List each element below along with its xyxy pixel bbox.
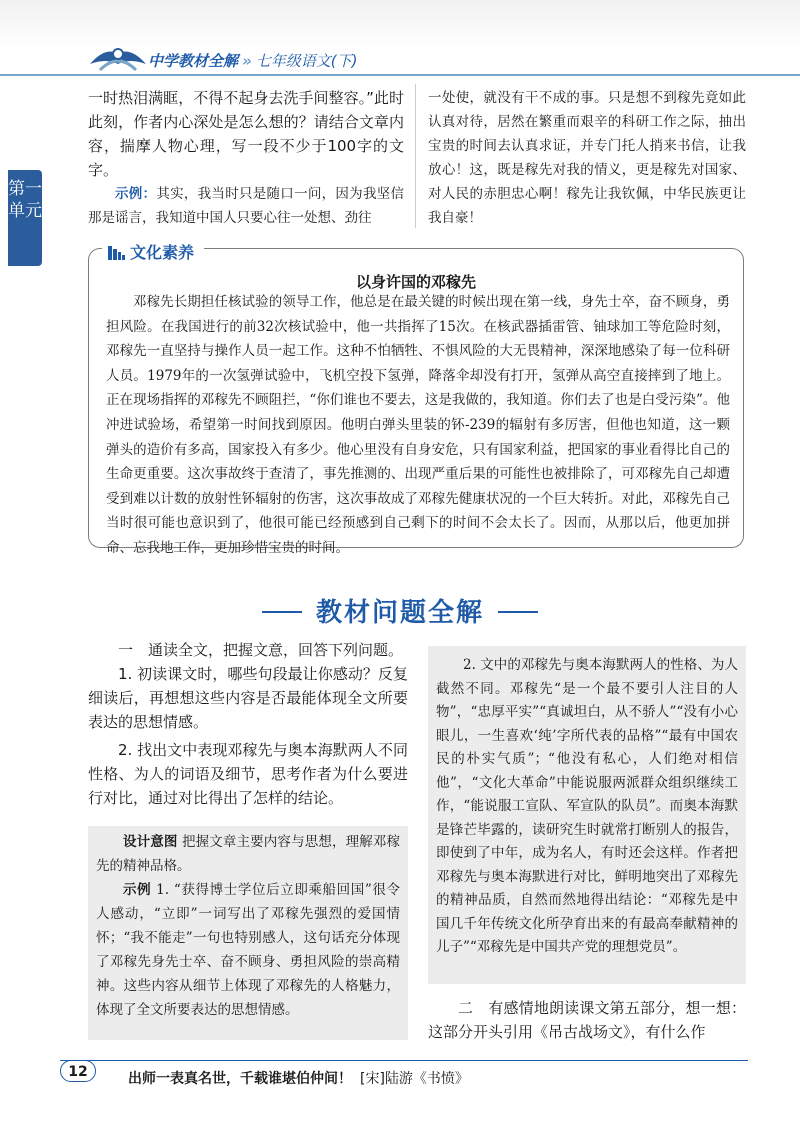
design-intent-box (88, 826, 408, 1040)
footer-quote (128, 1068, 469, 1088)
book-logo-icon (86, 40, 150, 76)
quote-text: 出师一表真名世，千载谁堪伯仲间！ (128, 1071, 352, 1087)
culture-label (102, 240, 204, 263)
footer-rule (60, 1060, 748, 1061)
answer-box (428, 646, 746, 984)
question-2: 二 有感情地朗读课文第五部分，想一想：这部分开头引用《吊古战场文》，有什么作 (428, 999, 746, 1041)
culture-label-text: 文化素养 (130, 243, 195, 262)
question-continued: 一时热泪满眶，不得不起身去洗手间整容。”此时此刻，作者内心深处是怎么想的？请结合文章内容，揣摩人物心理，写一段不少于100字的文字。 (88, 89, 404, 179)
example-paragraph (88, 182, 404, 230)
answer-2: 2. 文中的邓稼先与奥本海默两人的性格、为人截然不同。邓稼先“是一个最不要引人注目的人物”，“忠厚平实”“真诚坦白，从不骄人”“没有小心眼儿，一生喜欢‘纯’字所代表的品格”“最有中国农民的朴实气质”；“他没有私心，人们绝对相信他”，“文化大革命”中能说服两派群众组织继续工作，“能说服工宣队、军宣队的队员”。而奥本海默是锋芒毕露的，读研究生时就常打断别人的报告，即使到了中年，成为名人，有时还会这样。作者把邓稼先与奥本海默进行对比，鲜明地突出了邓稼先的精神品质，自然而然地得出结论：“邓稼先是中国几千年传统文化所孕育出来的有最高奉献精神的儿子”“邓稼先是中国共产党的理想党员”。 (436, 657, 738, 955)
book-name: 中学教材全解 (148, 52, 239, 70)
column-divider (415, 84, 416, 228)
section-title (0, 592, 800, 629)
q1-item-1: 1. 初读课文时，哪些句段最让你感动？反复细读后，再想想这些内容是否最能体现全文所要表达的思想情感。 (88, 665, 408, 731)
header-title (148, 50, 357, 76)
section-title-text: 教材问题全解 (315, 598, 484, 628)
top-left-column (88, 86, 404, 230)
example-text: 其实，我当时只是随口一问，因为我坚信那是谣言，我知道中国人只要心往一处想、劲往 (88, 186, 405, 226)
culture-title: 以身许国的邓稼先 (355, 273, 476, 291)
book-stack-icon (108, 245, 126, 259)
page-number: 12 (60, 1060, 96, 1082)
example-answer-text: 1. “获得博士学位后立即乘船回国”很令人感动，“立即”一词写出了邓稼先强烈的爱国情怀；“我不能走”一句也特别感人，这句话充分体现了邓稼先身先士卒、奋不顾身、勇担风险的崇高精神。这些内容从细节上体现了邓稼先的人格魅力，体现了全文所要表达的思想情感。 (96, 882, 401, 1018)
design-intent (88, 826, 408, 878)
example-answer (88, 878, 408, 1022)
example-label: 示例： (115, 186, 157, 202)
unit-tab: 第一单元 (8, 170, 42, 266)
lower-left-column (88, 638, 408, 810)
title-rule-left (262, 611, 302, 613)
separator-icon: » (242, 52, 252, 70)
header-rule (0, 74, 800, 76)
design-text: 把握文章主要内容与思想，理解邓稼先的精神品格。 (96, 834, 401, 874)
design-label: 设计意图 (123, 834, 178, 850)
top-right-column (428, 86, 746, 230)
example-answer-label: 示例 (123, 882, 152, 898)
q1-heading: 一 通读全文，把握文意，回答下列问题。 (118, 641, 404, 659)
q1-item-2: 2. 找出文中表现邓稼先与奥本海默两人不同性格、为人的词语及细节，思考作者为什么要进行对比，通过对比得出了怎样的结论。 (88, 741, 408, 807)
title-rule-right (498, 611, 538, 613)
quote-source: [宋]陆游《书愤》 (360, 1071, 469, 1087)
culture-body: 邓稼先长期担任核试验的领导工作，他总是在最关键的时候出现在第一线，身先士卒，奋不顾身，勇担风险。在我国进行的前32次核试验中，他一共指挥了15次。在核武器插雷管、铀球加工等危险时刻，邓稼先一直坚持与操作人员一起工作。这种不怕牺牲、不惧风险的大无畏精神，深深地感染了每一位科研人员。1979年的一次氢弹试验中，飞机空投下氢弹，降落伞却没有打开，氢弹从高空直接摔到了地上。正在现场指挥的邓稼先不顾阻拦，“你们谁也不要去，这是我做的，我知道。你们去了也是白受污染”。他冲进试验场，希望第一时间找到原因。他明白弹头里装的钚-239的辐射有多厉害，但他也知道，这一颗弹头的造价有多高，国家投入有多少。他心里没有自身安危，只有国家利益，把国家的事业看得比自己的生命更重要。这次事故终于查清了，事先推测的、出现严重后果的可能性也被排除了，可邓稼先自己却遭受到难以计数的放射性钚辐射的伤害，这次事故成了邓稼先健康状况的一个巨大转折。对此，邓稼先自己当时很可能也意识到了，他很可能已经预感到自己剩下的时间不会太长了。因而，从那以后，他更加拼命、忘我地工作，更加珍惜宝贵的时间。 (106, 294, 730, 556)
example-continued: 一处使，就没有干不成的事。只是想不到稼先竟如此认真对待，居然在繁重而艰辛的科研工作之际，抽出宝贵的时间去认真求证，并专门托人捎来书信，让我放心！这，既是稼先对我的情义，更是稼先对国家、对人民的赤胆忠心啊！稼先让我钦佩，中华民族更让我自豪！ (428, 90, 746, 226)
grade-name: 七年级语文(下) (255, 52, 358, 70)
